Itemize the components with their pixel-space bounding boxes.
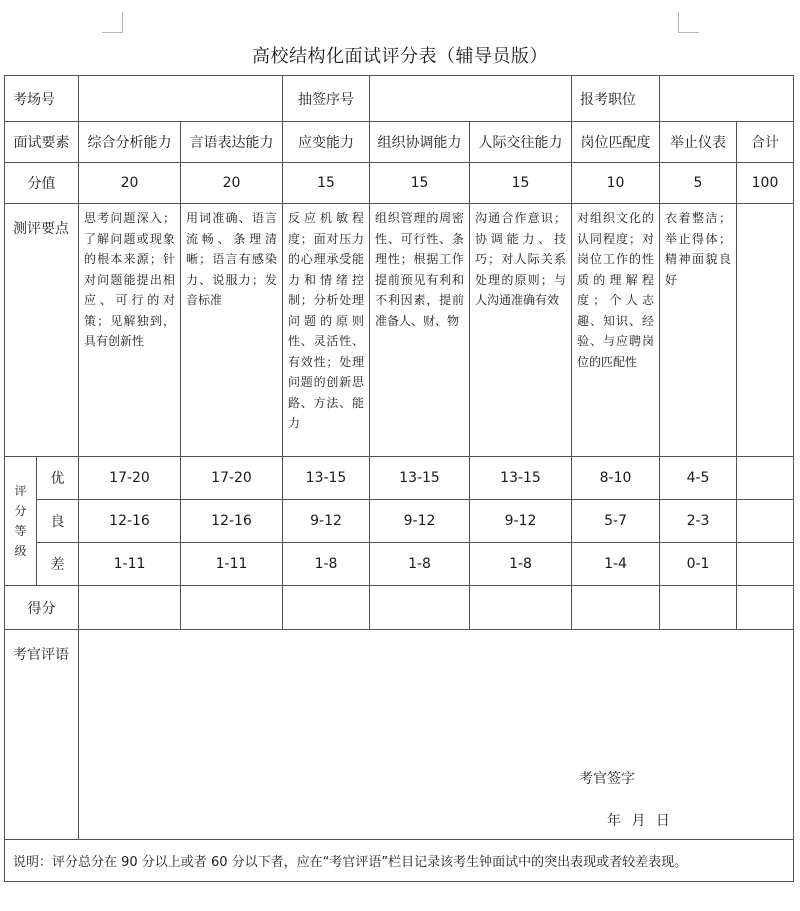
total-score: 100 [737,163,794,204]
comment-field[interactable] [79,630,794,840]
form-title: 高校结构化面试评分表（辅导员版） [252,46,548,67]
score-cell: 15 [470,163,572,204]
got-score-field[interactable] [283,586,370,630]
points-cell: 沟通合作意识；协调能力、技巧；对人际关系处理的原则；与人沟通准确有效 [470,204,572,457]
got-score-total-field[interactable] [737,586,794,630]
score-value-row [5,163,794,204]
points-row [5,204,794,457]
grade-range: 1-8 [370,543,470,586]
score-cell: 15 [370,163,470,204]
comment-label: 考官评语 [5,630,79,840]
grade-range: 9-12 [470,500,572,543]
header-row [5,76,794,122]
note-text: 说明：评分总分在 90 分以上或者 60 分以下者，应在“考官评语”栏目记录该考生钟面试中的突出表现或者较差表现。 [5,840,794,882]
got-score-field[interactable] [370,586,470,630]
grade-range: 17-20 [181,457,283,500]
page-corner-mark-right [678,12,699,33]
grade-range: 13-15 [283,457,370,500]
exam-room-field[interactable] [79,76,283,122]
grade-range: 2-3 [660,500,737,543]
element-cell: 举止仪表 [660,122,737,163]
grade-name: 优 [37,457,79,500]
got-score-row [5,586,794,630]
note-row [5,840,794,882]
grade-range: 9-12 [283,500,370,543]
scoring-table [4,75,794,882]
elements-label: 面试要素 [5,122,79,163]
got-score-label: 得分 [5,586,79,630]
position-label: 报考职位 [572,76,660,122]
grade-range: 1-11 [79,543,181,586]
points-cell: 对组织文化的认同程度；对岗位工作的性质的理解程度；个人志趣、知识、经验、与应聘岗位的匹配性 [572,204,660,457]
points-empty-cell [737,204,794,457]
points-label: 测评要点 [5,204,79,457]
grade-range: 5-7 [572,500,660,543]
got-score-field[interactable] [572,586,660,630]
grade-range: 0-1 [660,543,737,586]
score-label: 分值 [5,163,79,204]
grade-row-poor [5,543,794,586]
page-corner-mark-left [102,12,123,33]
element-cell: 人际交往能力 [470,122,572,163]
date-label: 年 月 日 [607,813,670,829]
grade-range: 1-8 [470,543,572,586]
grade-range: 1-8 [283,543,370,586]
score-cell: 20 [79,163,181,204]
score-cell: 10 [572,163,660,204]
position-field[interactable] [660,76,794,122]
points-cell: 组织管理的周密性、可行性、条理性；根据工作提前预见有利和不利因素，提前准备人、财、物 [370,204,470,457]
points-cell: 反应机敏程度；面对压力的心理承受能力和情绪控制；分析处理问题的原则性、灵活性、有效性；处理问题的创新思路、方法、能力 [283,204,370,457]
points-cell: 衣着整洁；举止得体；精神面貌良好 [660,204,737,457]
grade-range: 12-16 [79,500,181,543]
grade-level-label: 评 分 等 级 [5,457,37,586]
element-cell: 言语表达能力 [181,122,283,163]
got-score-field[interactable] [79,586,181,630]
draw-number-field[interactable] [370,76,572,122]
grade-empty-cell [737,543,794,586]
grade-range: 12-16 [181,500,283,543]
grade-row-excellent [5,457,794,500]
grade-range: 9-12 [370,500,470,543]
element-cell: 组织协调能力 [370,122,470,163]
points-cell: 思考问题深入；了解问题或现象的根本来源；针对问题能提出相应、可行的对策；见解独到，具有创新性 [79,204,181,457]
element-cell: 综合分析能力 [79,122,181,163]
grade-range: 17-20 [79,457,181,500]
element-cell: 应变能力 [283,122,370,163]
comment-row [5,630,794,840]
got-score-field[interactable] [181,586,283,630]
score-cell: 20 [181,163,283,204]
grade-name: 差 [37,543,79,586]
total-label: 合计 [737,122,794,163]
points-cell: 用词准确、语言流畅、条理清晰；语言有感染力、说服力；发音标准 [181,204,283,457]
grade-range: 1-11 [181,543,283,586]
grade-range: 13-15 [370,457,470,500]
exam-room-label: 考场号 [5,76,79,122]
grade-range: 4-5 [660,457,737,500]
grade-range: 13-15 [470,457,572,500]
signature-label: 考官签字 [579,771,635,787]
got-score-field[interactable] [660,586,737,630]
got-score-field[interactable] [470,586,572,630]
grade-range: 1-4 [572,543,660,586]
draw-number-label: 抽签序号 [283,76,370,122]
element-cell: 岗位匹配度 [572,122,660,163]
grade-empty-cell [737,457,794,500]
score-cell: 15 [283,163,370,204]
grade-row-good [5,500,794,543]
grade-empty-cell [737,500,794,543]
grade-name: 良 [37,500,79,543]
elements-row [5,122,794,163]
grade-range: 8-10 [572,457,660,500]
score-cell: 5 [660,163,737,204]
